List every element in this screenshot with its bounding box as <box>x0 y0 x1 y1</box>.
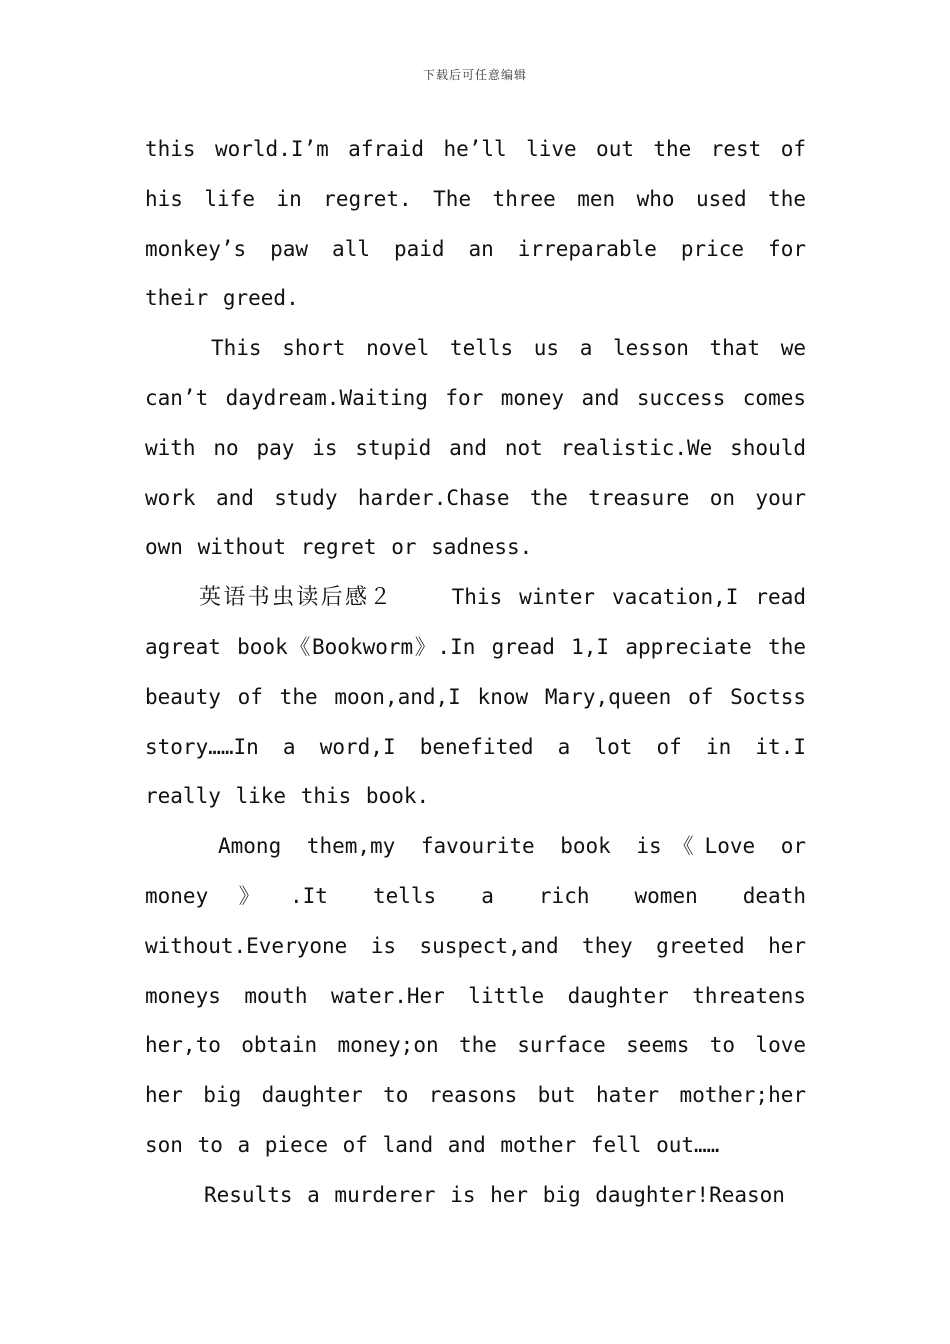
paragraph-bookworm-text: This winter vacation,I read agreat book《Bookworm》.In gread 1,I appreciate the beauty of the moon,and,I know Mary,queen of Soctss story……In a word,I benefited a lot of in it.I really like this book. <box>145 585 806 809</box>
document-body <box>145 125 806 1221</box>
paragraph-results: Results a murderer is her big daughter!Reason <box>204 1182 785 1207</box>
paragraph-bookworm-intro <box>145 573 806 822</box>
paragraph-love-or-money: Among them,my favourite book is《Love or money》.It tells a rich women death without.Everyone is suspect,and they greeted her moneys mouth water.Her little daughter threatens her,to obtain money;on the surface seems to love her big daughter to reasons but hater mother;her son to a piece of land and mother fell out…… <box>145 834 806 1157</box>
paragraph-lesson: This short novel tells us a lesson that we can’t daydream.Waiting for money and success comes with no pay is stupid and not realistic.We should work and study harder.Chase the treasure on your own without regret or sadness. <box>145 336 806 560</box>
section-heading: 英语书虫读后感２ <box>199 585 394 611</box>
page-header: 下载后可任意编辑 <box>422 68 527 82</box>
paragraph-monkeys-paw-ending: this world.I’m afraid he’ll live out the rest of his life in regret. The three men who used the monkey’s paw all paid an irreparable price for their greed. <box>145 137 806 311</box>
